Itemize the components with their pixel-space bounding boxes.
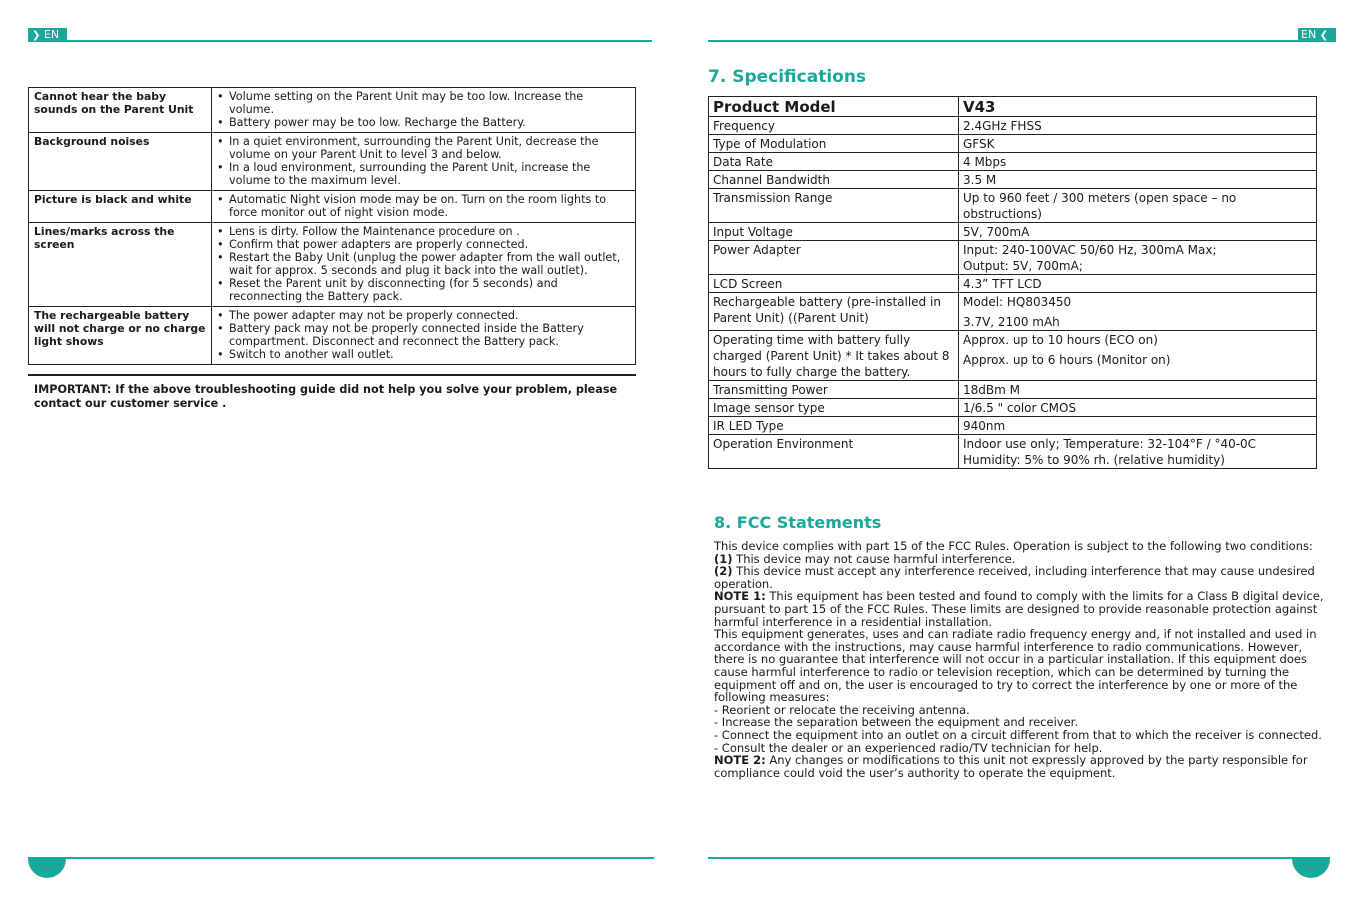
fcc-statements (714, 540, 1326, 779)
spec-row (709, 171, 1317, 189)
fcc-measure: - Connect the equipment into an outlet on a circuit different from that to which the receiver is connected. (714, 727, 1322, 742)
chevron-left-icon: ❮ (1319, 30, 1329, 41)
spec-key: Rechargeable battery (pre-installed in Parent Unit) ((Parent Unit) (709, 293, 959, 331)
fcc-measure: - Increase the separation between the equipment and receiver. (714, 715, 1078, 730)
right-header-line (708, 40, 1298, 42)
spec-value-line: Output: 5V, 700mA; (963, 259, 1083, 273)
spec-value (959, 153, 1317, 171)
solution-item: • Volume setting on the Parent Unit may be too low. Increase the volume. (217, 90, 630, 116)
fcc-condition-2: (2) This device must accept any interference received, including interference that may cause undesired operation. (714, 564, 1315, 591)
spec-value (959, 241, 1317, 275)
specifications-table (708, 96, 1317, 469)
spec-value (959, 417, 1317, 435)
specifications-heading: 7. Specifications (708, 67, 867, 87)
left-header-line (60, 40, 652, 42)
spec-value-line: 5V, 700mA (963, 225, 1030, 239)
spec-value (959, 275, 1317, 293)
spec-key: Frequency (709, 117, 959, 135)
left-lang-label: EN (43, 28, 60, 41)
fcc-measure: - Reorient or relocate the receiving antenna. (714, 702, 970, 717)
spec-value (959, 117, 1317, 135)
spec-key: Image sensor type (709, 399, 959, 417)
spec-key: Operation Environment (709, 435, 959, 469)
spec-row (709, 241, 1317, 275)
solution-cell (212, 191, 636, 223)
left-lang-badge (28, 28, 67, 42)
fcc-heading: 8. FCC Statements (714, 513, 882, 532)
spec-key: Channel Bandwidth (709, 171, 959, 189)
fcc-intro: This device complies with part 15 of the FCC Rules. Operation is subject to the following two conditions: (714, 539, 1313, 553)
spec-row (709, 223, 1317, 241)
spec-header-key: Product Model (709, 97, 959, 117)
spec-value-line: 4.3” TFT LCD (963, 277, 1042, 291)
solution-item: • Lens is dirty. Follow the Maintenance procedure on . (217, 225, 630, 238)
solution-cell (212, 307, 636, 365)
right-footer-line (708, 857, 1330, 859)
spec-value-line: 1/6.5 " color CMOS (963, 401, 1077, 415)
spec-value-line: 2.4GHz FHSS (963, 119, 1042, 133)
fcc-paragraph: This equipment generates, uses and can radiate radio frequency energy and, if not installed and used in accordance with the instructions, may cause harmful interference to radio communications. However, there is no guarantee that interference will not occur in a particular installation. If this equipment does cause harmful interference to radio or television reception, which can be determined by turning the equipment off and on, the user is encouraged to try to correct the interference by one or more of the following measures: (714, 627, 1317, 705)
spec-value-line: Humidity: 5% to 90% rh. (relative humidity) (963, 453, 1225, 467)
solution-cell (212, 223, 636, 307)
solution-item: • Switch to another wall outlet. (217, 348, 630, 361)
spec-key: IR LED Type (709, 417, 959, 435)
solution-item: • In a loud environment, surrounding the Parent Unit, increase the volume to the maximum level. (217, 161, 630, 187)
spec-value-line: 940nm (963, 419, 1006, 433)
left-footer-line (28, 857, 654, 859)
spec-value (959, 171, 1317, 189)
spec-row (709, 117, 1317, 135)
right-lang-label: EN (1301, 28, 1317, 41)
spec-key: Transmission Range (709, 189, 959, 223)
spec-row (709, 275, 1317, 293)
troubleshooting-row (29, 307, 636, 365)
solution-item: • Battery pack may not be properly connected inside the Battery compartment. Disconnect and reconnect the Battery pack. (217, 322, 630, 348)
solution-item: • In a quiet environment, surrounding the Parent Unit, decrease the volume on your Parent Unit to level 3 and below. (217, 135, 630, 161)
problem-cell: Picture is black and white (29, 191, 212, 223)
fcc-measure: - Consult the dealer or an experienced radio/TV technician for help. (714, 740, 1103, 755)
spec-value-line: GFSK (963, 137, 995, 151)
troubleshooting-row (29, 133, 636, 191)
spec-row (709, 331, 1317, 381)
spec-value-line: 3.7V, 2100 mAh (963, 315, 1060, 329)
spec-value (959, 331, 1317, 381)
spec-row (709, 293, 1317, 331)
problem-cell: Cannot hear the baby sounds on the Parent Unit (29, 88, 212, 133)
problem-cell: Lines/marks across the screen (29, 223, 212, 307)
spec-row (709, 153, 1317, 171)
spec-header-value: V43 (959, 97, 1317, 117)
problem-cell: The rechargeable battery will not charge or no charge light shows (29, 307, 212, 365)
spec-value-line: Model: HQ803450 (963, 295, 1072, 309)
spec-key: Operating time with battery fully charged (Parent Unit) * It takes about 8 hours to fully charge the battery. (709, 331, 959, 381)
spec-row (709, 435, 1317, 469)
spec-value-line: 3.5 M (963, 173, 997, 187)
solution-item: • Automatic Night vision mode may be on. Turn on the room lights to force monitor out of night vision mode. (217, 193, 630, 219)
troubleshooting-table (28, 87, 636, 365)
fcc-condition-1: (1) This device may not cause harmful interference. (714, 551, 1016, 566)
spec-header-row (709, 97, 1317, 117)
solution-item: • Restart the Baby Unit (unplug the power adapter from the wall outlet, wait for approx. 5 seconds and plug it back into the wall outlet). (217, 251, 630, 277)
spec-key: Transmitting Power (709, 381, 959, 399)
important-note: IMPORTANT: If the above troubleshooting guide did not help you solve your problem, please contact our customer service . (34, 383, 618, 410)
spec-value-line: 4 Mbps (963, 155, 1007, 169)
solution-item: • Reset the Parent unit by disconnecting (for 5 seconds) and reconnecting the Battery pack. (217, 277, 630, 303)
troubleshooting-row (29, 223, 636, 307)
solution-cell (212, 133, 636, 191)
troubleshooting-row (29, 191, 636, 223)
spec-value-line: Approx. up to 6 hours (Monitor on) (963, 353, 1171, 367)
chevron-right-icon: ❯ (32, 30, 41, 41)
spec-key: Type of Modulation (709, 135, 959, 153)
spec-value (959, 223, 1317, 241)
spec-value-line: Indoor use only; Temperature: 32-104°F / °40-0C (963, 437, 1257, 451)
solution-item: • The power adapter may not be properly connected. (217, 309, 630, 322)
right-footer-tab (1292, 858, 1330, 878)
spec-key: Data Rate (709, 153, 959, 171)
spec-row (709, 399, 1317, 417)
spec-row (709, 417, 1317, 435)
spec-value (959, 399, 1317, 417)
spec-row (709, 135, 1317, 153)
fcc-note-2: NOTE 2: Any changes or modifications to this unit not expressly approved by the party responsible for compliance could void the user’s authority to operate the equipment. (714, 753, 1308, 780)
spec-key: Power Adapter (709, 241, 959, 275)
solution-item: • Battery power may be too low. Recharge the Battery. (217, 116, 630, 129)
spec-value-line: Input: 240-100VAC 50/60 Hz, 300mA Max; (963, 243, 1217, 257)
spec-value (959, 189, 1317, 223)
left-footer-tab (28, 858, 66, 878)
problem-cell: Background noises (29, 133, 212, 191)
spec-value (959, 135, 1317, 153)
solution-item: • Confirm that power adapters are properly connected. (217, 238, 630, 251)
spec-value (959, 381, 1317, 399)
spec-value-line: Approx. up to 10 hours (ECO on) (963, 333, 1158, 347)
spec-value-line: 18dBm M (963, 383, 1020, 397)
fcc-note-1: NOTE 1: This equipment has been tested and found to comply with the limits for a Class B digital device, pursuant to part 15 of the FCC Rules. These limits are designed to provide reasonable protection against harmful interference in a residential installation. (714, 589, 1324, 629)
spec-value (959, 293, 1317, 331)
troubleshooting-row (29, 88, 636, 133)
spec-key: LCD Screen (709, 275, 959, 293)
spec-row (709, 189, 1317, 223)
spec-row (709, 381, 1317, 399)
spec-value (959, 435, 1317, 469)
divider (28, 374, 636, 376)
spec-key: Input Voltage (709, 223, 959, 241)
right-lang-badge (1298, 28, 1336, 42)
solution-cell (212, 88, 636, 133)
spec-value-line: Up to 960 feet / 300 meters (open space – no obstructions) (963, 191, 1237, 221)
